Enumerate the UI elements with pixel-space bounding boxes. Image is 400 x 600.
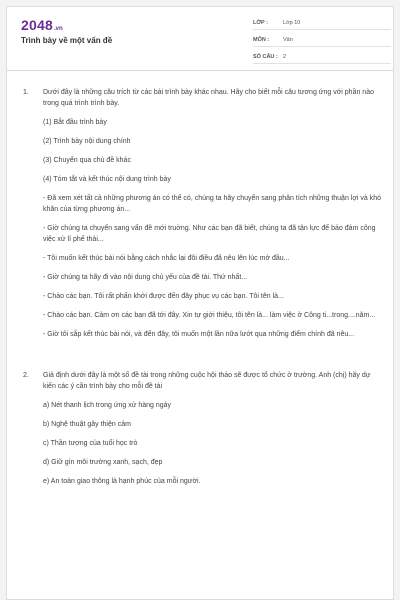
answer-item: e) An toàn giao thông là hạnh phúc của mỗi người. xyxy=(43,478,201,485)
answer-item: (1) Bắt đầu trình bày xyxy=(43,119,107,126)
answer-item: (3) Chuyển qua chủ đề khác xyxy=(43,157,131,164)
answer-item: b) Nghệ thuật gây thiện cảm xyxy=(43,421,131,428)
question-2 xyxy=(23,370,383,495)
question-text: Dưới đây là những câu trích từ các bài trình bày khác nhau. Hãy cho biết mỗi câu tương ứng với phần nào trong quá trình trình bày. xyxy=(43,89,374,107)
meta-value: Lớp 10 xyxy=(283,20,301,26)
answer-item: (2) Trình bày nội dung chính xyxy=(43,138,131,145)
meta-info xyxy=(253,17,391,68)
site-logo[interactable] xyxy=(21,17,63,33)
answer-item: - Đã xem xét tất cả những phương án có thể có, chúng ta hãy chuyển sang phân tích những thuận lợi và khó khăn của từng phương án... xyxy=(43,195,382,213)
question-body xyxy=(43,370,383,495)
meta-row-class xyxy=(253,17,391,30)
document-sheet xyxy=(6,6,394,600)
document-title: Trình bày về một vấn đề xyxy=(21,36,113,45)
question-text: Giả định dưới đây là một số đề tài trong những cuộc hội thảo sẽ được tổ chức ở trường. Anh (chị) hãy dự kiến các ý cần trình bày cho mỗi đề tài xyxy=(43,372,371,390)
meta-row-subject xyxy=(253,34,391,47)
meta-label: MÔN : xyxy=(253,37,270,43)
meta-label: SỐ CÂU : xyxy=(253,54,278,60)
question-body xyxy=(43,87,383,348)
answer-item: - Giờ chúng ta hãy đi vào nội dung chủ yếu của đề tài. Thứ nhất... xyxy=(43,274,248,281)
meta-row-question-count xyxy=(253,51,391,64)
meta-label: LỚP : xyxy=(253,20,268,26)
answer-item: - Chào các bạn. Cảm ơn các bạn đã tới đây. Xin tự giới thiệu, tôi tên là... làm việc ở Công ti...trong....năm... xyxy=(43,312,376,319)
answer-item: - Tôi muốn kết thúc bài nói bằng cách nhắc lại đôi điều đã nêu lên lúc mở đầu... xyxy=(43,255,290,262)
answer-item: a) Nét thanh lịch trong ứng xử hàng ngày xyxy=(43,402,172,409)
question-1 xyxy=(23,87,383,348)
question-number: 2. xyxy=(23,372,29,379)
answer-item: (4) Tóm tắt và kết thúc nội dung trình bày xyxy=(43,176,171,183)
meta-value: 2 xyxy=(283,54,287,60)
document-header xyxy=(7,7,393,71)
logo-ext-text: .vn xyxy=(53,26,63,32)
answer-item: d) Giữ gìn môi trường xanh, sạch, đẹp xyxy=(43,459,163,466)
meta-value: Văn xyxy=(283,37,293,43)
answer-item: c) Thần tượng của tuổi học trò xyxy=(43,440,138,447)
answer-item: - Chào các bạn. Tôi rất phấn khởi được đến đây phục vụ các bạn. Tôi tên là... xyxy=(43,293,284,300)
logo-main-text: 2048 xyxy=(21,17,53,33)
answer-item: - Giờ chúng ta chuyển sang vấn đề mới truờng. Như các bạn đã biết, chúng ta đã tận lực để bảo đảm công việc xử lí phế thải... xyxy=(43,225,376,243)
answer-item: - Giờ tôi sắp kết thúc bài nói, và đến đây, tôi muốn một lần nữa lướt qua những điểm chính đã nêu... xyxy=(43,331,355,338)
question-number: 1. xyxy=(23,89,29,96)
questions-content xyxy=(23,87,383,517)
